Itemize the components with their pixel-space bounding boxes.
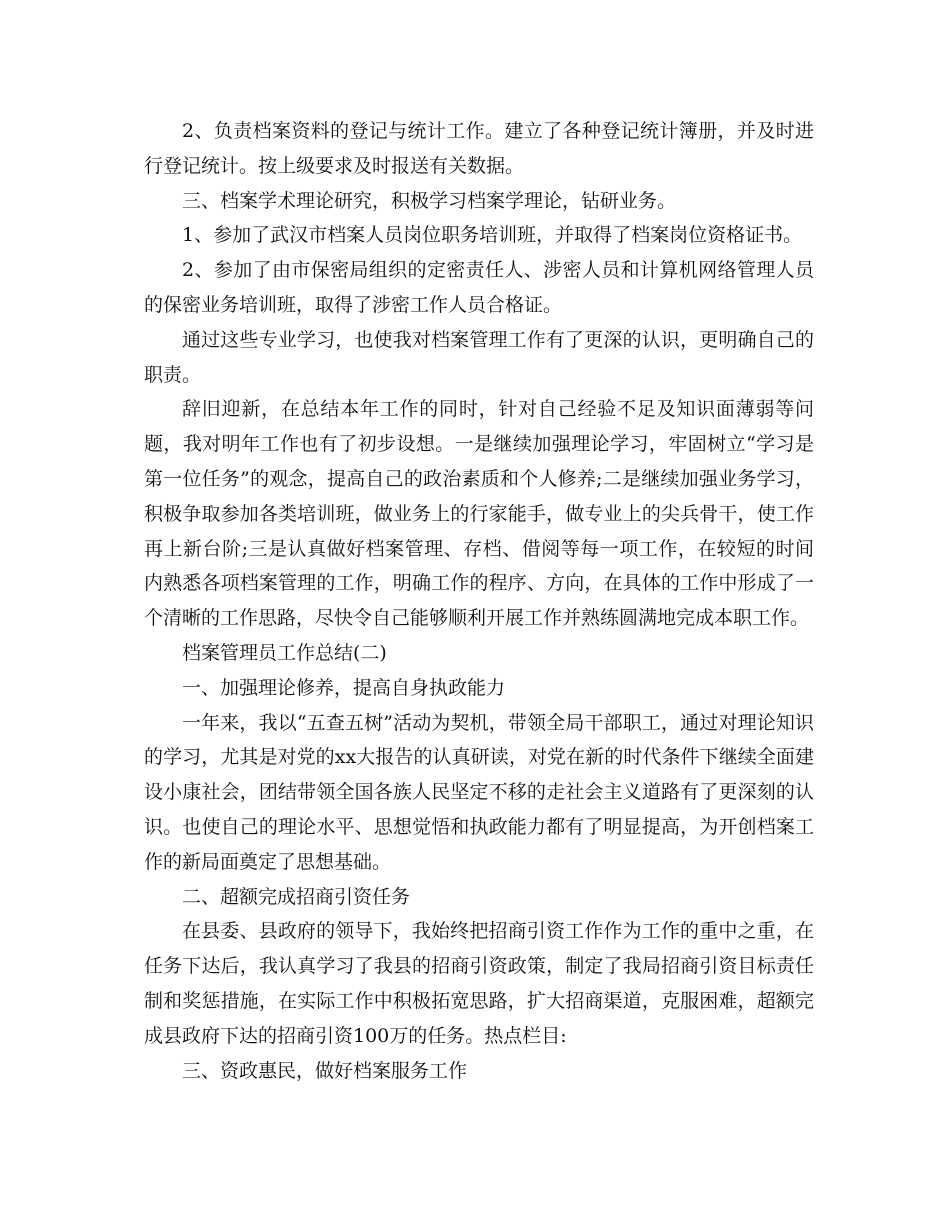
paragraph-confidentiality-training: 2、参加了由市保密局组织的定密责任人、涉密人员和计算机网络管理人员的保密业务培训班，取得了涉密工作人员合格证。	[144, 259, 814, 316]
section-heading-archive-service: 三、资政惠民，做好档案服务工作	[182, 1059, 468, 1082]
section-heading-archive-research: 三、档案学术理论研究，积极学习档案学理论，钻研业务。	[182, 189, 677, 212]
section-heading-investment: 二、超额完成招商引资任务	[182, 885, 411, 908]
paragraph-investment-task: 在县委、县政府的领导下，我始终把招商引资工作作为工作的重中之重，在任务下达后，我认真学习了我县的招商引资政策，制定了我局招商引资目标责任制和奖惩措施，在实际工作中积极拓宽思路，扩大招商渠道，克服困难，超额完成县政府下达的招商引资100万的任务。热点栏目:	[144, 920, 814, 1047]
paragraph-registration-statistics: 2、负责档案资料的登记与统计工作。建立了各种登记统计簿册，并及时进行登记统计。按上级要求及时报送有关数据。	[144, 120, 814, 177]
paragraph-theory-study: 一年来，我以“五查五树”活动为契机，带领全局干部职工，通过对理论知识的学习，尤其是对党的xx大报告的认真研读，对党在新的时代条件下继续全面建设小康社会，团结带领全国各族人民坚定不移的走社会主义道路有了更深刻的认识。也使自己的理论水平、思想觉悟和执政能力都有了明显提高，为开创档案工作的新局面奠定了思想基础。	[144, 711, 814, 873]
paragraph-professional-learning: 通过这些专业学习，也使我对档案管理工作有了更深的认识，更明确自己的职责。	[144, 328, 814, 386]
document-body	[144, 114, 814, 1088]
paragraph-next-year-plan: 辞旧迎新，在总结本年工作的同时，针对自己经验不足及知识面薄弱等问题，我对明年工作也有了初步设想。一是继续加强理论学习，牢固树立“学习是第一位任务”的观念，提高自己的政治素质和个人修养;二是继续加强业务学习，积极争取参加各类培训班，做业务上的行家能手，做专业上的尖兵骨干，使工作再上新台阶;三是认真做好档案管理、存档、借阅等每一项工作，在较短的时间内熟悉各项档案管理的工作，明确工作的程序、方向，在具体的工作中形成了一个清晰的工作思路，尽快令自己能够顺利开展工作并熟练圆满地完成本职工作。	[144, 398, 814, 630]
section-heading-theory: 一、加强理论修养，提高自身执政能力	[182, 676, 506, 699]
paragraph-wuhan-training: 1、参加了武汉市档案人员岗位职务培训班，并取得了档案岗位资格证书。	[182, 224, 803, 247]
document-subtitle: 档案管理员工作总结(二)	[182, 641, 387, 664]
